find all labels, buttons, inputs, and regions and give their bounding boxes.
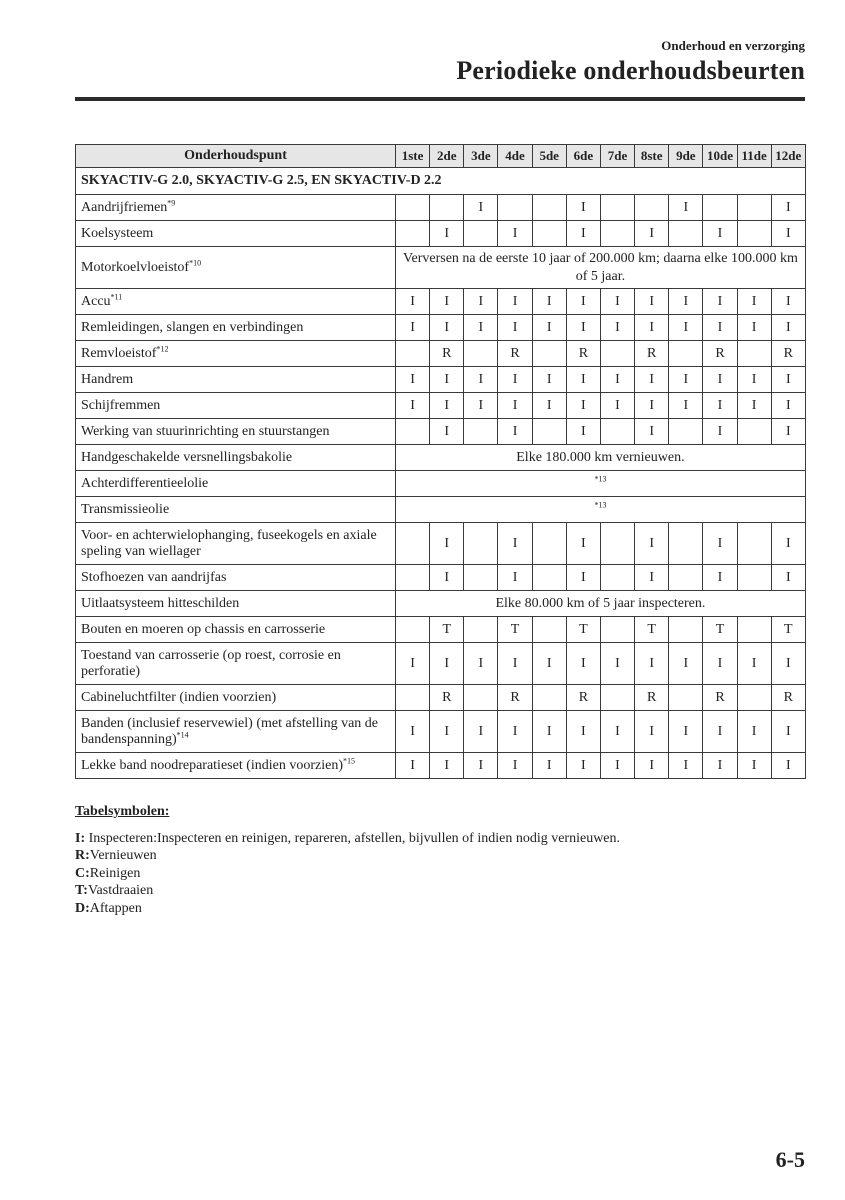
column-header: 10de (703, 145, 737, 168)
item-name: Motorkoelvloeistof (81, 259, 190, 275)
schedule-cell: I (532, 367, 566, 393)
schedule-cell: I (600, 367, 634, 393)
schedule-cell: I (498, 565, 532, 591)
schedule-cell: I (635, 367, 669, 393)
maintenance-item-label (76, 617, 396, 643)
table-header-row (76, 145, 806, 168)
schedule-cell (396, 195, 430, 221)
maintenance-item-label (76, 471, 396, 497)
schedule-cell: R (771, 685, 805, 711)
schedule-cell: I (635, 565, 669, 591)
schedule-cell: I (600, 289, 634, 315)
schedule-cell: I (703, 711, 737, 753)
schedule-cell: I (600, 643, 634, 685)
schedule-cell (396, 565, 430, 591)
legend-item (75, 865, 620, 883)
legend-text: Reinigen (89, 865, 141, 881)
maintenance-item-label (76, 753, 396, 779)
schedule-cell: I (771, 315, 805, 341)
maintenance-item-label (76, 711, 396, 753)
schedule-cell: R (430, 685, 464, 711)
schedule-cell: I (532, 289, 566, 315)
interval-span-cell (396, 445, 806, 471)
schedule-cell (600, 419, 634, 445)
item-name: Lekke band noodreparatieset (indien voorzien) (81, 757, 344, 773)
schedule-cell: I (566, 393, 600, 419)
schedule-cell: I (464, 393, 498, 419)
legend-item (75, 830, 620, 848)
schedule-cell (464, 523, 498, 565)
schedule-cell (532, 419, 566, 445)
schedule-cell: R (430, 341, 464, 367)
schedule-cell: I (771, 367, 805, 393)
schedule-cell: R (566, 685, 600, 711)
schedule-cell: I (566, 289, 600, 315)
maintenance-item-label (76, 445, 396, 471)
schedule-cell: I (669, 643, 703, 685)
table-row (76, 753, 806, 779)
table-legend (75, 803, 620, 917)
table-row (76, 419, 806, 445)
schedule-cell: I (635, 221, 669, 247)
schedule-cell: I (600, 393, 634, 419)
legend-text: Vastdraaien (87, 883, 154, 898)
schedule-cell (737, 617, 771, 643)
schedule-cell: I (566, 195, 600, 221)
schedule-cell: T (498, 617, 532, 643)
schedule-cell: I (771, 419, 805, 445)
schedule-cell (532, 221, 566, 247)
legend-symbol: R: (75, 848, 90, 863)
maintenance-item-label (76, 565, 396, 591)
schedule-cell (396, 419, 430, 445)
schedule-cell (430, 195, 464, 221)
schedule-cell: I (771, 393, 805, 419)
table-row (76, 367, 806, 393)
schedule-cell: R (566, 341, 600, 367)
legend-symbol: T: (75, 883, 88, 898)
schedule-cell: R (703, 341, 737, 367)
item-name: Accu (81, 293, 111, 309)
schedule-cell: I (498, 711, 532, 753)
schedule-cell: I (771, 289, 805, 315)
interval-span-cell (396, 591, 806, 617)
schedule-cell: R (703, 685, 737, 711)
schedule-cell: T (430, 617, 464, 643)
schedule-cell: I (771, 221, 805, 247)
schedule-cell (635, 195, 669, 221)
maintenance-item-label (76, 341, 396, 367)
schedule-cell: I (669, 195, 703, 221)
schedule-cell: I (566, 221, 600, 247)
header-rule (75, 97, 805, 101)
maintenance-item-label (76, 221, 396, 247)
schedule-cell: R (771, 341, 805, 367)
footnote-ref: *9 (167, 197, 176, 207)
schedule-cell: I (669, 711, 703, 753)
schedule-cell: I (498, 753, 532, 779)
item-name: Handgeschakelde versnellingsbakolie (81, 449, 293, 465)
schedule-cell: I (464, 289, 498, 315)
maintenance-item-label (76, 523, 396, 565)
maintenance-item-label (76, 195, 396, 221)
column-header: 11de (737, 145, 771, 168)
schedule-cell (600, 685, 634, 711)
column-header: 8ste (635, 145, 669, 168)
table-row (76, 565, 806, 591)
maintenance-item-label (76, 643, 396, 685)
schedule-cell: I (669, 289, 703, 315)
interval-text: Verversen na de eerste 10 jaar of 200.000 km; daarna elke 100.000 km of 5 jaar. (402, 250, 798, 284)
maintenance-item-label (76, 393, 396, 419)
schedule-cell: I (737, 289, 771, 315)
footnote-ref: *13 (594, 473, 607, 483)
column-header: 2de (430, 145, 464, 168)
column-header-item: Onderhoudspunt (76, 145, 396, 168)
legend-symbol: I: (75, 830, 86, 846)
maintenance-item-label (76, 247, 396, 289)
schedule-cell (464, 221, 498, 247)
section-title: Onderhoud en verzorging (661, 38, 805, 53)
schedule-cell: R (635, 341, 669, 367)
legend-text: Aftappen (89, 900, 142, 916)
schedule-cell (737, 341, 771, 367)
schedule-cell: I (635, 419, 669, 445)
schedule-cell (600, 617, 634, 643)
schedule-cell: I (532, 393, 566, 419)
schedule-cell: I (532, 315, 566, 341)
column-header: 7de (600, 145, 634, 168)
column-header: 6de (566, 145, 600, 168)
schedule-cell: I (566, 711, 600, 753)
table-row (76, 685, 806, 711)
legend-list (75, 830, 620, 918)
schedule-cell (669, 341, 703, 367)
schedule-cell: I (566, 523, 600, 565)
schedule-cell: I (635, 711, 669, 753)
table-row (76, 247, 806, 289)
schedule-cell: I (771, 711, 805, 753)
maintenance-item-label (76, 419, 396, 445)
schedule-cell: I (498, 221, 532, 247)
schedule-cell: I (566, 565, 600, 591)
schedule-cell: I (635, 289, 669, 315)
legend-item (75, 882, 620, 900)
table-row (76, 471, 806, 497)
schedule-cell: I (600, 315, 634, 341)
table-row (76, 617, 806, 643)
schedule-cell: I (703, 315, 737, 341)
schedule-cell: I (464, 367, 498, 393)
schedule-cell: I (498, 289, 532, 315)
schedule-cell (532, 617, 566, 643)
item-name: Koelsysteem (81, 225, 154, 241)
schedule-cell: I (737, 753, 771, 779)
schedule-cell (396, 685, 430, 711)
schedule-cell: I (737, 643, 771, 685)
schedule-cell (600, 565, 634, 591)
schedule-cell (737, 195, 771, 221)
schedule-cell: I (703, 393, 737, 419)
footnote-ref: *15 (343, 755, 356, 765)
schedule-cell: I (635, 393, 669, 419)
schedule-cell: I (771, 523, 805, 565)
schedule-cell: I (396, 643, 430, 685)
legend-item (75, 847, 620, 865)
maintenance-item-label (76, 497, 396, 523)
footnote-ref: *10 (189, 257, 202, 267)
schedule-cell: I (532, 753, 566, 779)
schedule-cell: I (464, 643, 498, 685)
item-name: Toestand van carrosserie (op roest, corrosie en perforatie) (81, 647, 341, 679)
item-name: Handrem (81, 371, 134, 387)
schedule-cell: I (566, 753, 600, 779)
schedule-cell: I (430, 643, 464, 685)
schedule-cell (464, 617, 498, 643)
maintenance-item-label (76, 367, 396, 393)
schedule-cell (600, 195, 634, 221)
table-row (76, 393, 806, 419)
schedule-cell: I (635, 643, 669, 685)
maintenance-item-label (76, 289, 396, 315)
schedule-cell: I (430, 419, 464, 445)
schedule-cell (669, 419, 703, 445)
schedule-cell: I (703, 419, 737, 445)
table-row (76, 341, 806, 367)
schedule-cell (396, 221, 430, 247)
interval-text: Elke 80.000 km of 5 jaar inspecteren. (495, 595, 706, 611)
schedule-cell: I (430, 753, 464, 779)
column-header: 3de (464, 145, 498, 168)
table-row (76, 643, 806, 685)
schedule-cell: I (430, 393, 464, 419)
schedule-cell: I (430, 289, 464, 315)
maintenance-item-label (76, 315, 396, 341)
schedule-cell: I (464, 711, 498, 753)
schedule-cell (669, 565, 703, 591)
schedule-cell (669, 221, 703, 247)
schedule-cell: I (669, 753, 703, 779)
schedule-cell (532, 523, 566, 565)
schedule-cell: I (737, 393, 771, 419)
item-name: Bouten en moeren op chassis en carrosserie (81, 621, 326, 637)
schedule-cell: T (566, 617, 600, 643)
schedule-cell (396, 341, 430, 367)
maintenance-item-label (76, 591, 396, 617)
column-header: 5de (532, 145, 566, 168)
schedule-cell: I (430, 565, 464, 591)
schedule-cell: I (498, 419, 532, 445)
schedule-cell: I (703, 289, 737, 315)
engine-subheader-row (76, 168, 806, 195)
column-header: 12de (771, 145, 805, 168)
table-row (76, 523, 806, 565)
schedule-cell: I (498, 367, 532, 393)
schedule-cell: I (635, 753, 669, 779)
schedule-cell: I (703, 221, 737, 247)
schedule-cell (532, 341, 566, 367)
footnote-ref: *14 (176, 729, 189, 739)
schedule-cell: I (464, 315, 498, 341)
column-header: 1ste (396, 145, 430, 168)
schedule-cell (600, 523, 634, 565)
schedule-cell: I (771, 195, 805, 221)
schedule-cell: I (771, 753, 805, 779)
schedule-cell: I (464, 195, 498, 221)
item-name: Werking van stuurinrichting en stuurstangen (81, 423, 330, 439)
item-name: Schijfremmen (81, 397, 161, 413)
schedule-cell (737, 419, 771, 445)
schedule-cell: R (498, 685, 532, 711)
schedule-cell: I (430, 711, 464, 753)
page-title: Periodieke onderhoudsbeurten (456, 56, 805, 85)
schedule-cell (669, 523, 703, 565)
schedule-cell: I (669, 367, 703, 393)
schedule-cell (669, 617, 703, 643)
schedule-cell: I (771, 565, 805, 591)
schedule-cell (464, 419, 498, 445)
table-row (76, 591, 806, 617)
schedule-cell: I (430, 523, 464, 565)
schedule-cell (532, 565, 566, 591)
table-row (76, 289, 806, 315)
table-row (76, 195, 806, 221)
legend-symbol: C: (75, 865, 90, 881)
schedule-cell: I (498, 315, 532, 341)
schedule-cell (600, 341, 634, 367)
schedule-cell: I (532, 643, 566, 685)
table-row (76, 711, 806, 753)
schedule-cell: I (703, 523, 737, 565)
schedule-cell: I (600, 711, 634, 753)
engine-subheader: SKYACTIV-G 2.0, SKYACTIV-G 2.5, EN SKYACTIV-D 2.2 (76, 168, 806, 195)
item-name: Aandrijfriemen (81, 199, 168, 215)
schedule-cell (532, 195, 566, 221)
schedule-cell: I (703, 367, 737, 393)
legend-text: Vernieuwen (89, 848, 157, 863)
schedule-cell: I (532, 711, 566, 753)
schedule-cell (464, 341, 498, 367)
schedule-cell: I (430, 367, 464, 393)
item-name: Stofhoezen van aandrijfas (81, 569, 227, 585)
schedule-cell: I (737, 367, 771, 393)
schedule-cell (737, 221, 771, 247)
schedule-cell: I (737, 711, 771, 753)
schedule-cell: I (430, 221, 464, 247)
schedule-cell (396, 523, 430, 565)
schedule-cell: I (396, 753, 430, 779)
schedule-cell (396, 617, 430, 643)
schedule-cell (532, 685, 566, 711)
table-row (76, 445, 806, 471)
schedule-cell: I (396, 289, 430, 315)
schedule-cell: T (771, 617, 805, 643)
schedule-cell: I (635, 315, 669, 341)
schedule-cell (498, 195, 532, 221)
page-number: 6-5 (775, 1147, 805, 1172)
schedule-cell: I (396, 711, 430, 753)
schedule-cell: I (703, 643, 737, 685)
footnote-ref: *12 (156, 343, 169, 353)
legend-symbol: D: (75, 900, 90, 916)
schedule-cell: I (703, 753, 737, 779)
schedule-cell: I (669, 393, 703, 419)
schedule-cell: I (771, 643, 805, 685)
schedule-cell: T (703, 617, 737, 643)
item-name: Banden (inclusief reservewiel) (met afstelling van de bandenspanning) (81, 715, 378, 747)
table-row (76, 497, 806, 523)
interval-span-cell (396, 471, 806, 497)
legend-item (75, 900, 620, 918)
schedule-cell: I (566, 367, 600, 393)
schedule-cell: I (566, 643, 600, 685)
item-name: Remleidingen, slangen en verbindingen (81, 319, 304, 335)
item-name: Achterdifferentieelolie (81, 475, 209, 491)
schedule-cell: I (566, 419, 600, 445)
item-name: Voor- en achterwielophanging, fuseekogels en axiale speling van wiellager (81, 527, 377, 559)
interval-text: Elke 180.000 km vernieuwen. (516, 449, 685, 465)
schedule-cell: R (635, 685, 669, 711)
schedule-cell: I (669, 315, 703, 341)
schedule-cell: I (430, 315, 464, 341)
item-name: Transmissieolie (81, 501, 170, 517)
item-name: Uitlaatsysteem hitteschilden (81, 595, 240, 611)
schedule-cell: I (396, 393, 430, 419)
maintenance-item-label (76, 685, 396, 711)
schedule-cell: I (703, 565, 737, 591)
schedule-cell: R (498, 341, 532, 367)
interval-span-cell (396, 247, 806, 289)
column-header: 4de (498, 145, 532, 168)
schedule-cell (703, 195, 737, 221)
schedule-cell: I (566, 315, 600, 341)
item-name: Cabineluchtfilter (indien voorzien) (81, 689, 277, 705)
schedule-cell (600, 221, 634, 247)
table-row (76, 221, 806, 247)
schedule-cell (737, 523, 771, 565)
footnote-ref: *11 (110, 291, 123, 301)
maintenance-schedule-table (75, 144, 806, 779)
legend-title: Tabelsymbolen: (75, 804, 170, 819)
footnote-ref: *13 (594, 499, 607, 509)
schedule-cell: T (635, 617, 669, 643)
legend-text: Inspecteren:Inspecteren en reinigen, repareren, afstellen, bijvullen of indien nodig vernieuwen. (85, 830, 621, 846)
schedule-cell (737, 685, 771, 711)
table-row (76, 315, 806, 341)
schedule-cell (669, 685, 703, 711)
schedule-cell: I (600, 753, 634, 779)
interval-span-cell (396, 497, 806, 523)
schedule-cell (737, 565, 771, 591)
schedule-cell (464, 565, 498, 591)
schedule-cell: I (498, 643, 532, 685)
schedule-cell (464, 685, 498, 711)
item-name: Remvloeistof (81, 345, 157, 361)
schedule-cell: I (635, 523, 669, 565)
schedule-cell: I (464, 753, 498, 779)
schedule-cell: I (498, 393, 532, 419)
schedule-cell: I (498, 523, 532, 565)
schedule-cell: I (737, 315, 771, 341)
column-header: 9de (669, 145, 703, 168)
schedule-cell: I (396, 315, 430, 341)
schedule-cell: I (396, 367, 430, 393)
